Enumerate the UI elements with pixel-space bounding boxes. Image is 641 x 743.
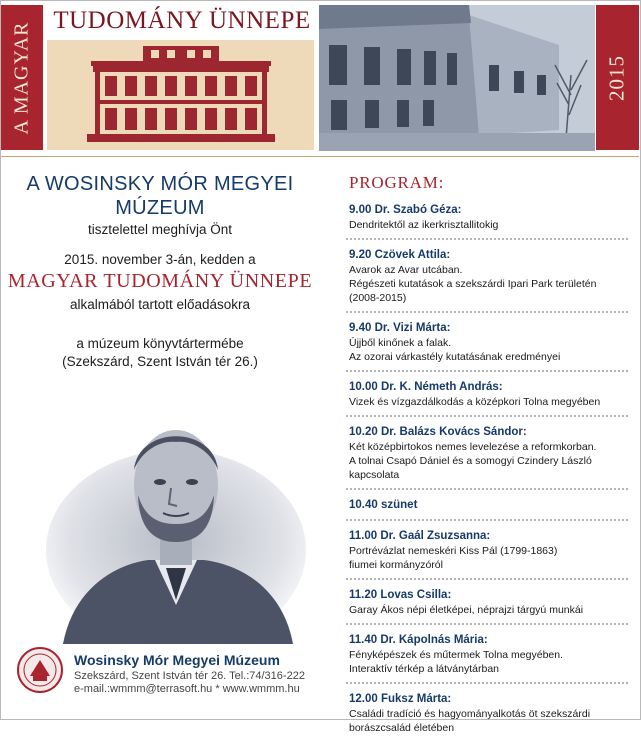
year-label: 2015 (604, 55, 629, 101)
footer-contact: e-mail.:wmmm@terrasoft.hu * www.wmmm.hu (74, 683, 300, 695)
side-banner-right (596, 5, 639, 150)
program-title: PROGRAM: (349, 173, 445, 192)
program-item-description: fiumei kormányzóról (349, 559, 443, 571)
program-item-description: Fényképészek és műtermek Tolna megyében. (349, 649, 563, 661)
program-item-description: Az ozorai várkastély kutatásának eredményei (349, 351, 561, 363)
building-icon (83, 44, 279, 144)
program-item-description: Portrévázlat nemeskéri Kiss Pál (1799-1863) (349, 545, 558, 557)
occasion-text: alkalmából tartott előadásokra (69, 297, 251, 312)
program-item (349, 588, 631, 625)
museum-title-line: MÚZEUM (115, 197, 205, 219)
side-banner-text: A MAGYAR (10, 21, 33, 135)
program-item-description: Családi tradíció és hagyományalkotás öt szekszárdi (349, 708, 591, 720)
program-item-description: Avarok az Avar utcában. (349, 264, 463, 276)
program-item (349, 498, 631, 521)
header-divider (1, 156, 639, 157)
portrait-image (43, 400, 309, 644)
footer-museum-name: Wosinsky Mór Megyei Múzeum (74, 652, 280, 668)
program-item (349, 321, 631, 372)
museum-building-photo (319, 5, 595, 151)
program-item (349, 425, 631, 490)
program-item-description: Garay Ákos népi életképei, néprajzi tárgyú munkái (349, 604, 584, 616)
program-item-description: Régészeti kutatások a szekszárdi Ipari Park területén (349, 278, 597, 290)
program-item (349, 380, 631, 417)
program-item (349, 692, 631, 743)
venue-address: (Szekszárd, Szent István tér 26.) (62, 354, 258, 369)
building-logo (47, 40, 314, 150)
museum-title (0, 172, 320, 220)
program-item-heading: 10.40 szünet (349, 499, 418, 511)
program-item (349, 633, 631, 684)
program-item-heading: 11.20 Lovas Csilla: (349, 589, 452, 601)
header-title: TUDOMÁNY ÜNNEPE (53, 7, 311, 34)
event-name: MAGYAR TUDOMÁNY ÜNNEPE (7, 270, 313, 292)
museum-title-line: A WOSINSKY MÓR MEGYEI (26, 173, 294, 195)
program-item (349, 248, 631, 313)
program-item-heading: 10.00 Dr. K. Németh András: (349, 381, 503, 393)
footer-address: Szekszárd, Szent István tér 26. Tel.:74/316-222 (74, 670, 305, 682)
program-item-description: Dendritektől az ikerkrisztallitokig (349, 219, 499, 231)
program-item-description: A tolnai Csapó Dániel és a somogyi Czindery László (349, 455, 592, 467)
program-item-heading: 12.00 Fuksz Márta: (349, 693, 452, 705)
program-item (349, 203, 631, 240)
program-item-description: Újjből kinőnek a falak. (349, 337, 452, 349)
program-item-description: Vizek és vízgazdálkodás a középkori Tolna megyében (349, 396, 601, 408)
date-text: 2015. november 3-án, kedden a (64, 252, 256, 267)
program-item-description: Két középbirtokos nemes levelezése a reformkorban. (349, 441, 597, 453)
program-item-heading: 9.00 Dr. Szabó Géza: (349, 204, 462, 216)
program-item-description: (2008-2015) (349, 292, 407, 304)
program-item-description: borászcsalád életében (349, 722, 455, 734)
program-item-description: Interaktív térkép a látványtárban (349, 663, 499, 675)
venue-text: a múzeum könyvtártermébe (76, 336, 244, 351)
program-item (349, 529, 631, 580)
side-banner-left (1, 5, 43, 150)
program-item-heading: 9.40 Dr. Vizi Márta: (349, 322, 451, 334)
program-item-description: kapcsolata (349, 469, 400, 481)
program-list (349, 203, 631, 743)
program-item-heading: 11.00 Dr. Gaál Zsuzsanna: (349, 530, 491, 542)
program-item-heading: 9.20 Czövek Attila: (349, 249, 451, 261)
program-item-heading: 11.40 Dr. Kápolnás Mária: (349, 634, 488, 646)
program-item-heading: 10.20 Dr. Balázs Kovács Sándor: (349, 426, 527, 438)
museum-seal-logo (16, 646, 64, 698)
greeting-text: tisztelettel meghívja Önt (87, 222, 233, 237)
